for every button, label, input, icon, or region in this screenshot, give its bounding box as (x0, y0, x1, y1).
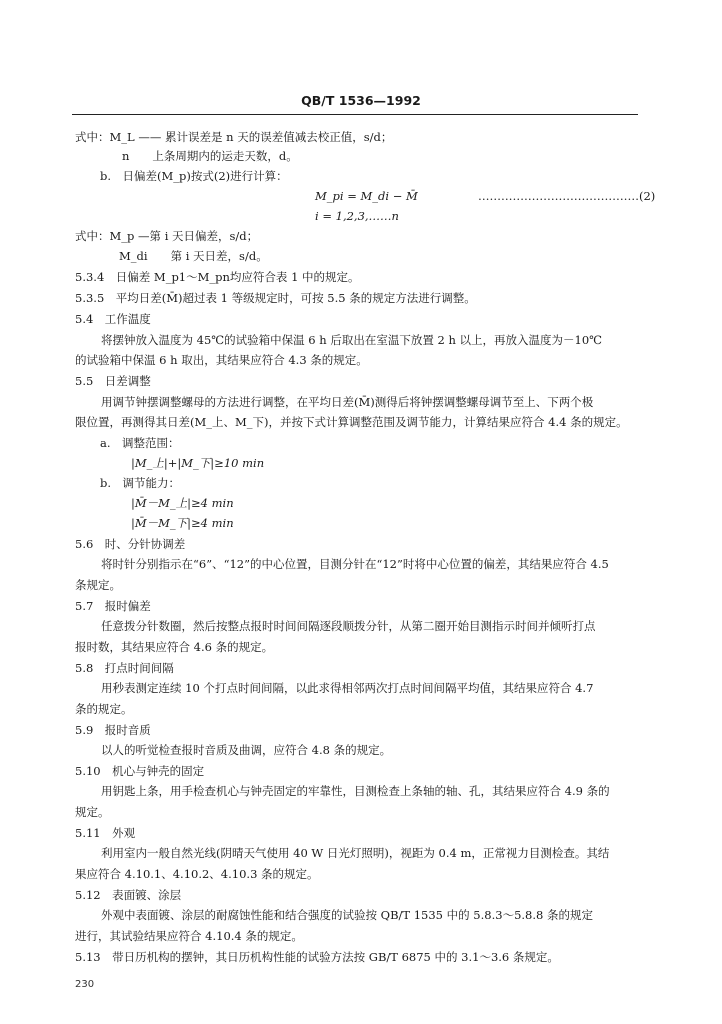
section-5-11-text-1: 利用室内一般自然光线(阴晴天气使用 40 W 日光灯照明)，视距为 0.4 m，正常视力目测检查。其结 (101, 846, 610, 860)
section-5-6-text-2: 条规定。 (75, 578, 121, 592)
section-5-5-text-2: 限位置，再测得其日差(M_上、M_下)，并按下式计算调整范围及调节能力，计算结果应符合 4.4 条的规定。 (75, 415, 628, 429)
item-b-daily-deviation: b. 日偏差(M_p)按式(2)进行计算： (100, 169, 288, 183)
section-5-4-text-1: 将摆钟放入温度为 45℃的试验箱中保温 6 h 后取出在室温下放置 2 h 以上，再放入温度为－10℃ (101, 333, 603, 347)
item-b-adjust-ability: b. 调节能力： (100, 476, 181, 490)
formula-range: i = 1,2,3,……n (315, 209, 399, 223)
where-clause-ml: 式中：M_L —— 累计误差是 n 天的误差值减去校正值，s/d； (75, 130, 393, 144)
section-5-7-text-1: 任意拨分针数圈，然后按整点报时时间间隔逐段顺拨分针，从第二圈开始目测指示时间并倾听打点 (101, 619, 596, 633)
section-5-4-heading: 5.4 工作温度 (75, 312, 151, 326)
section-5-5-text-1: 用调节钟摆调整螺母的方法进行调整，在平均日差(M̄)测得后将钟摆调整螺母调节至上、下两个极 (101, 395, 594, 409)
section-5-12-text-1: 外观中表面镀、涂层的耐腐蚀性能和结合强度的试验按 QB/T 1535 中的 5.8.3～5.8.8 条的规定 (101, 908, 593, 922)
section-5-10-text-1: 用钥匙上条，用手检查机心与钟壳固定的牢靠性，目测检查上条轴的轴、孔，其结果应符合 4.9 条的 (101, 784, 610, 798)
section-5-13-text: 5.13 带日历机构的摆钟，其日历机构性能的试验方法按 GB/T 6875 中的 3.1～3.6 条规定。 (75, 950, 559, 964)
section-5-4-text-2: 的试验箱中保温 6 h 取出，其结果应符合 4.3 条的规定。 (75, 353, 368, 367)
section-5-12-heading: 5.12 表面镀、涂层 (75, 888, 182, 902)
where-clause-mdi: M_di 第 i 天日差，s/d。 (119, 249, 268, 263)
page-number: 230 (75, 979, 95, 990)
section-5-9-heading: 5.9 报时音质 (75, 723, 151, 737)
section-5-10-text-2: 规定。 (75, 805, 110, 819)
header-rule (72, 114, 638, 115)
adjust-range-formula: |M_上|+|M_下|≥10 min (131, 456, 265, 470)
page-header: QB/T 1536—1992 (301, 93, 421, 108)
section-5-6-text-1: 将时针分别指示在“6”、“12”的中心位置，目测分针在“12”时将中心位置的偏差，其结果应符合 4.5 (101, 557, 609, 571)
section-5-10-heading: 5.10 机心与钟壳的固定 (75, 764, 205, 778)
where-clause-mp: 式中：M_p —第 i 天日偏差，s/d； (75, 229, 259, 243)
section-5-9-text: 以人的听觉检查报时音质及曲调，应符合 4.8 条的规定。 (101, 743, 392, 757)
adjust-ability-formula-1: |M̄－M_上|≥4 min (131, 496, 234, 510)
section-5-8-text-1: 用秒表测定连续 10 个打点时间间隔，以此求得相邻两次打点时间间隔平均值，其结果应符合 4.7 (101, 681, 594, 695)
adjust-ability-formula-2: |M̄－M_下|≥4 min (131, 516, 234, 530)
section-5-7-heading: 5.7 报时偏差 (75, 599, 151, 613)
section-5-6-heading: 5.6 时、分针协调差 (75, 537, 186, 551)
section-5-5-heading: 5.5 日差调整 (75, 374, 151, 388)
formula-equation: M_pi = M_di − M̄ (315, 189, 418, 203)
section-5-8-text-2: 条的规定。 (75, 702, 133, 716)
section-5-11-heading: 5.11 外观 (75, 826, 136, 840)
item-a-adjust-range: a. 调整范围： (100, 436, 180, 450)
section-5-12-text-2: 进行，其试验结果应符合 4.10.4 条的规定。 (75, 929, 303, 943)
clause-5-3-4: 5.3.4 日偏差 M_p1～M_pn均应符合表 1 中的规定。 (75, 270, 360, 284)
clause-5-3-5: 5.3.5 平均日差(M̄)超过表 1 等级规定时，可按 5.5 条的规定方法进行调整。 (75, 291, 476, 305)
section-5-8-heading: 5.8 打点时间间隔 (75, 661, 174, 675)
section-5-7-text-2: 报时数，其结果应符合 4.6 条的规定。 (75, 640, 274, 654)
section-5-11-text-2: 果应符合 4.10.1、4.10.2、4.10.3 条的规定。 (75, 867, 319, 881)
formula-number: ……………………………………(2) (478, 189, 656, 203)
where-clause-n: n 上条周期内的运走天数，d。 (122, 149, 298, 163)
